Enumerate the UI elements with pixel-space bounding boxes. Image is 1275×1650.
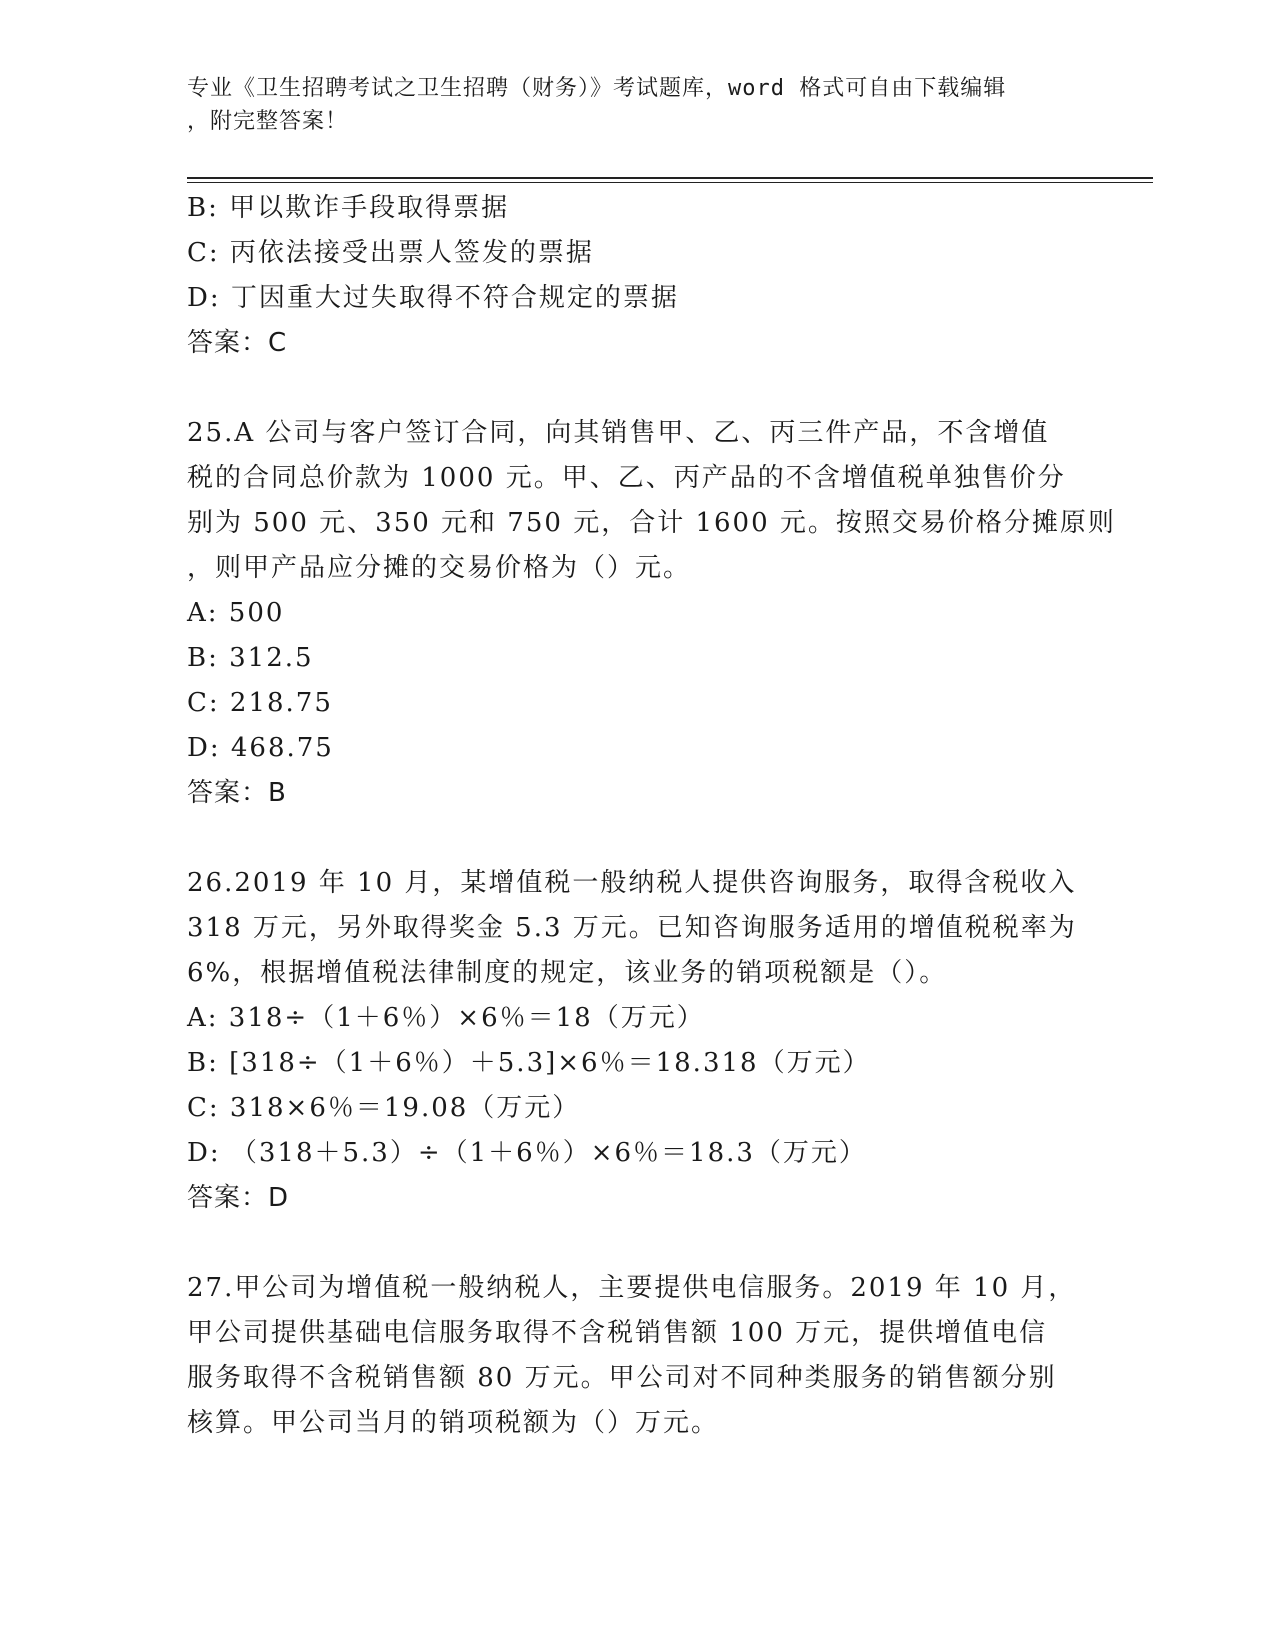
option-a: A: 500 [187,598,285,628]
document-body [187,186,1116,1446]
option-a: A: 318÷（1＋6％）×6％＝18（万元） [187,1003,705,1033]
question-stem-line: ，则甲产品应分摊的交易价格为（）元。 [187,553,692,583]
answer-line: 答案：D [187,1183,290,1213]
option-b: B: [318÷（1＋6％）＋5.3]×6％＝18.318（万元） [187,1048,871,1078]
question-24-tail [187,186,1087,366]
question-stem-line: 甲公司提供基础电信服务取得不含税销售额 100 万元，提供增值电信 [187,1318,1048,1348]
option-c: C: 丙依法接受出票人签发的票据 [187,238,594,268]
option-c: C: 318×6％＝19.08（万元） [187,1093,581,1123]
answer-line: 答案：C [187,328,288,358]
question-stem-line: 318 万元，另外取得奖金 5.3 万元。已知咨询服务适用的增值税税率为 [187,913,1077,943]
spacer [187,366,1087,411]
spacer [187,816,1087,861]
header-line: ，附完整答案！ [187,109,349,134]
answer-line: 答案：B [187,778,287,808]
option-d: D: 丁因重大过失取得不符合规定的票据 [187,283,679,313]
question-25 [187,411,1116,816]
option-c: C: 218.75 [187,688,333,718]
option-d: D: （318＋5.3）÷（1＋6％）×6％＝18.3（万元） [187,1138,867,1168]
question-stem-line: 25.A 公司与客户签订合同，向其销售甲、乙、丙三件产品，不含增值 [187,418,1050,448]
question-stem-line: 税的合同总价款为 1000 元。甲、乙、丙产品的不含增值税单独售价分 [187,463,1066,493]
page-header [187,72,1087,138]
header-line: 专业《卫生招聘考试之卫生招聘（财务）》考试题库，word 格式可自由下载编辑 [187,76,1007,101]
option-b: B: 甲以欺诈手段取得票据 [187,193,510,223]
question-stem-line: 27.甲公司为增值税一般纳税人，主要提供电信服务。2019 年 10 月， [187,1273,1077,1303]
question-stem-line: 26.2019 年 10 月，某增值税一般纳税人提供咨询服务，取得含税收入 [187,868,1077,898]
question-stem-line: 6%，根据增值税法律制度的规定，该业务的销项税额是（）。 [187,958,948,988]
question-26 [187,861,1087,1221]
spacer [187,1221,1087,1266]
question-27 [187,1266,1087,1446]
option-b: B: 312.5 [187,643,314,673]
question-stem-line: 核算。甲公司当月的销项税额为（）万元。 [187,1408,720,1438]
header-divider [187,177,1153,183]
question-stem-line: 服务取得不含税销售额 80 万元。甲公司对不同种类服务的销售额分别 [187,1363,1057,1393]
option-d: D: 468.75 [187,733,334,763]
question-stem-line: 别为 500 元、350 元和 750 元，合计 1600 元。按照交易价格分摊原则 [187,508,1116,538]
